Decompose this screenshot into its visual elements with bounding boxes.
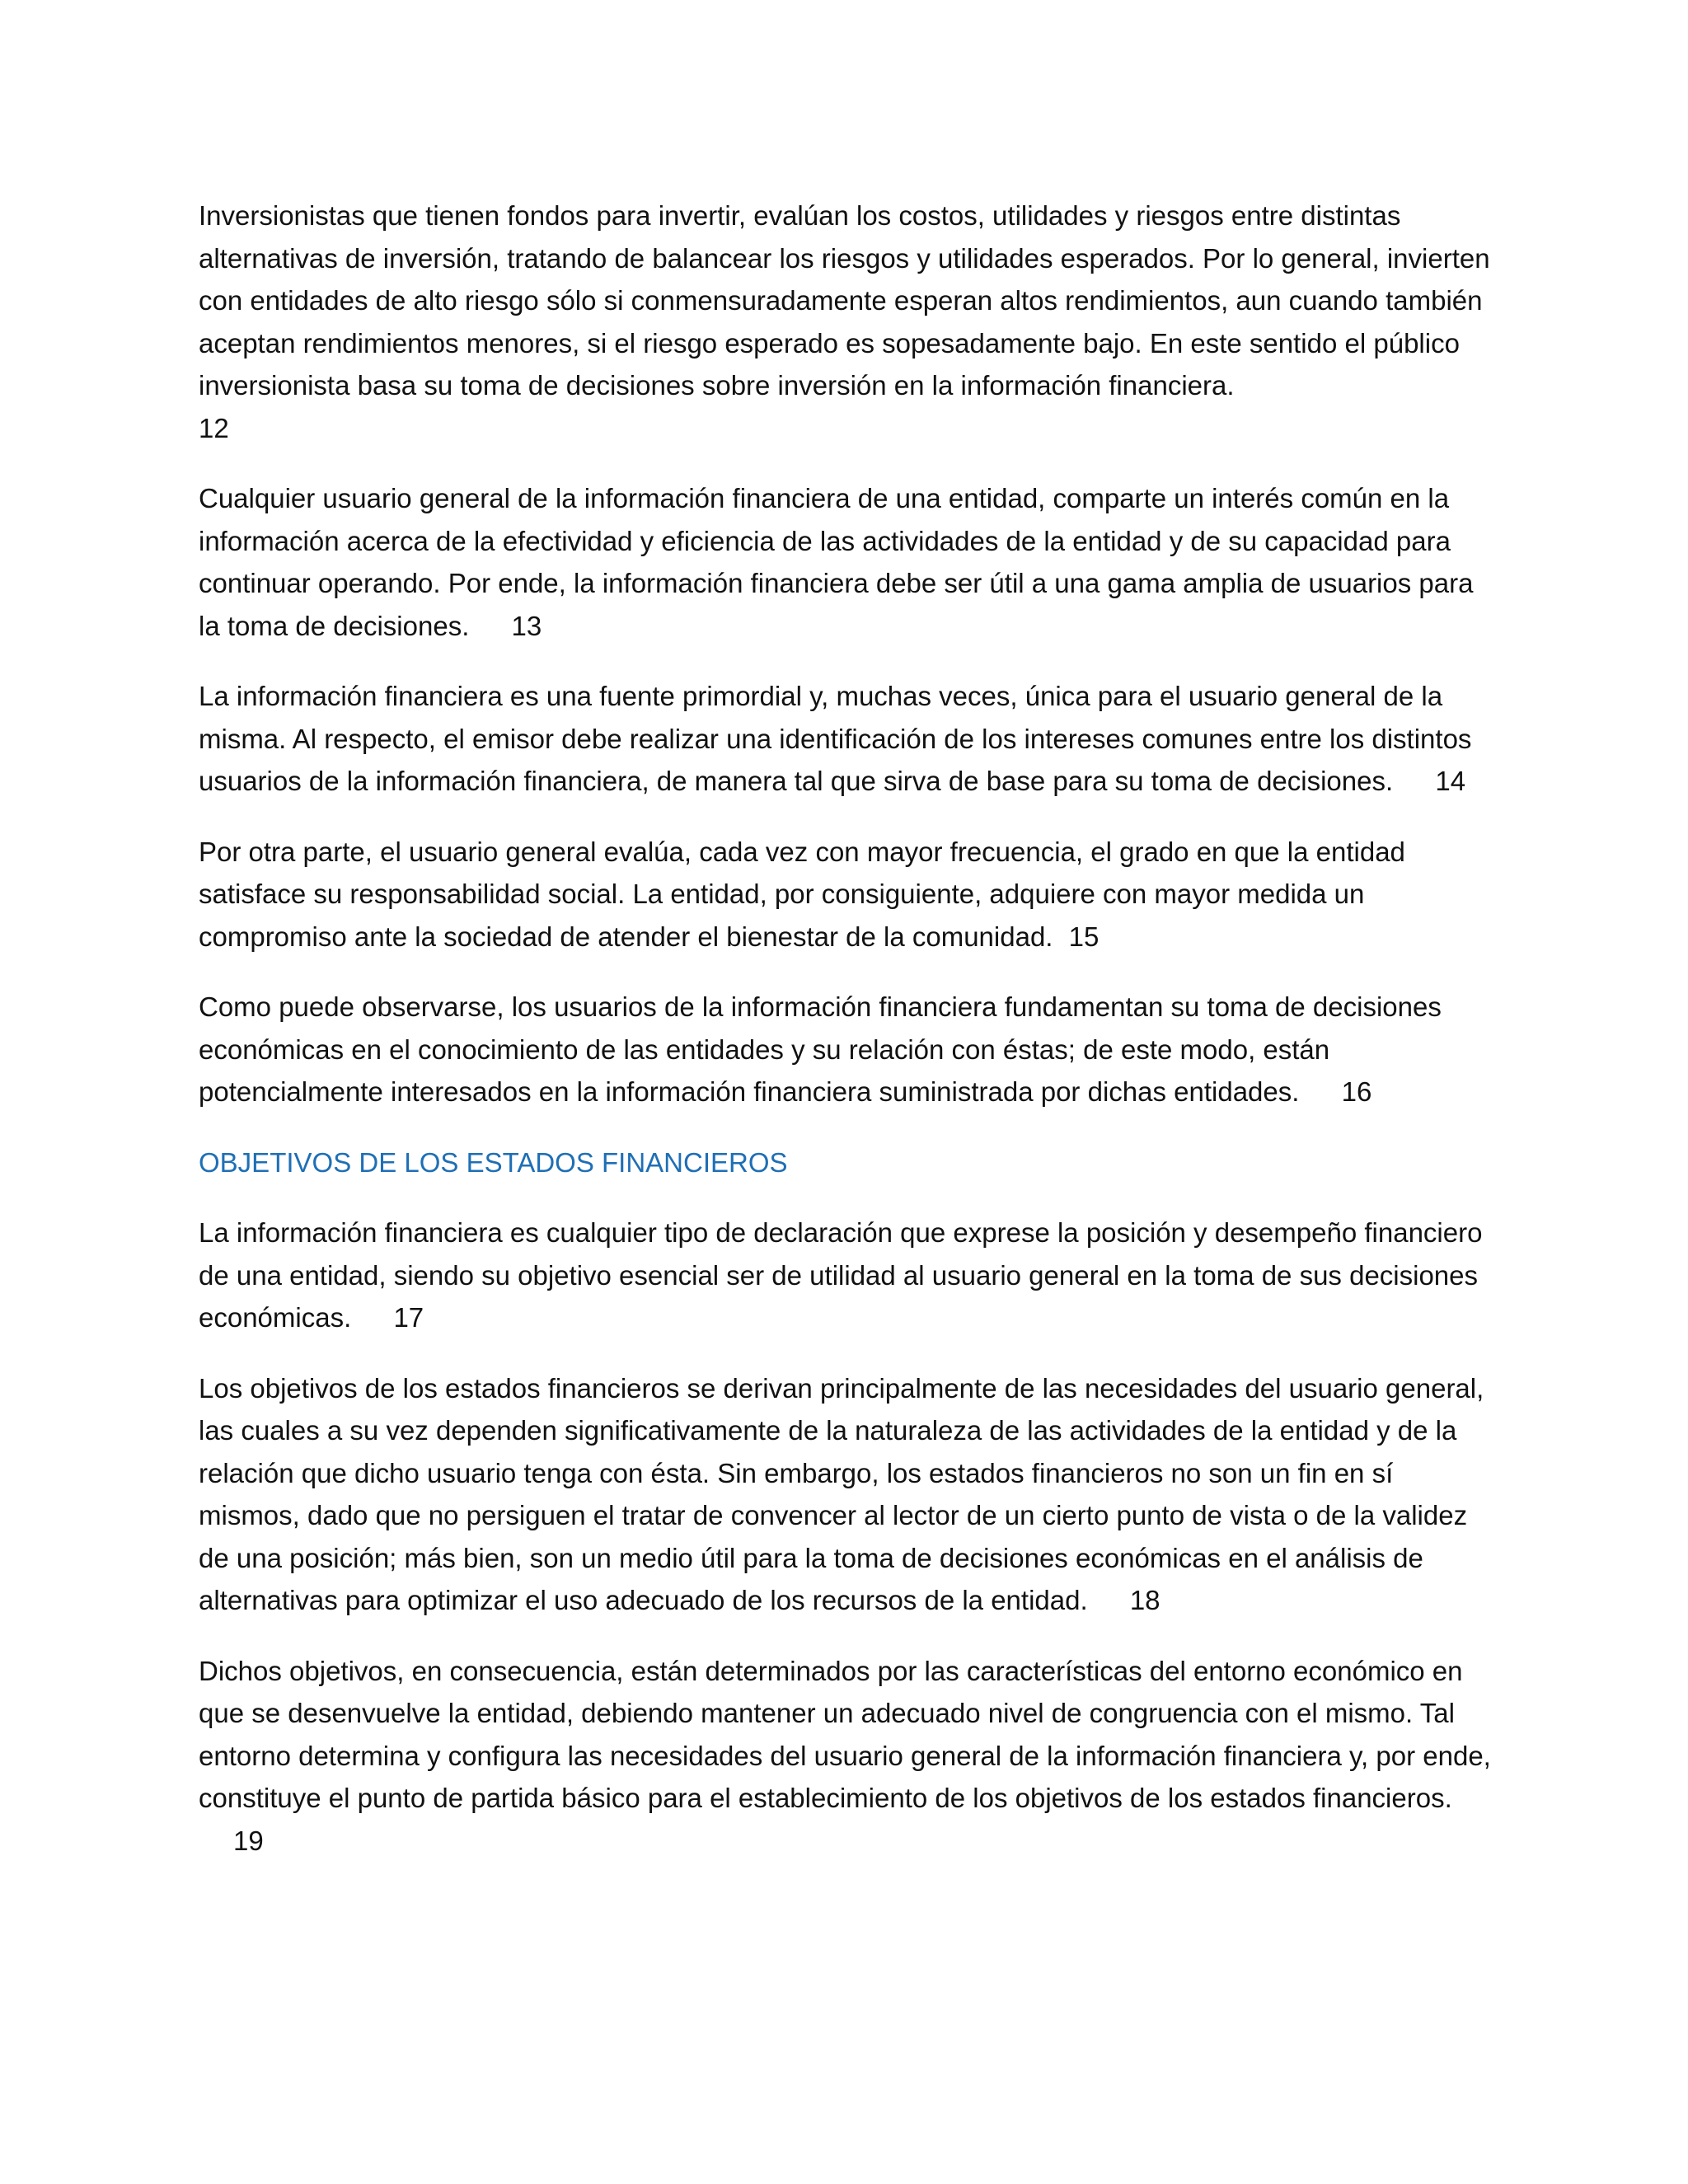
section-heading: OBJETIVOS DE LOS ESTADOS FINANCIEROS [199, 1146, 788, 1178]
paragraph-ref-number: 16 [1341, 1076, 1372, 1107]
paragraph-ref-number: 18 [1129, 1585, 1160, 1615]
paragraph-text: Por otra parte, el usuario general evalúa, cada vez con mayor frecuencia, el grado en que la entidad satisface su responsabilidad social. La entidad, por consiguiente, adquiere con mayor medida un compromiso ante la sociedad de atender el bienestar de la comunidad. [199, 836, 1405, 952]
paragraph-14 [199, 675, 1501, 803]
paragraph-ref-number: 12 [199, 412, 229, 443]
paragraph-text: Como puede observarse, los usuarios de la información financiera fundamentan su toma de decisiones económicas en el conocimiento de las entidades y su relación con éstas; de este modo, están potencialmente interesados en la información financiera suministrada por dichas entidades. [199, 991, 1442, 1107]
paragraph-text: La información financiera es una fuente primordial y, muchas veces, única para el usuario general de la misma. Al respecto, el emisor debe realizar una identificación de los intereses comunes entre los distintos usuarios de la información financiera, de manera tal que sirva de base para su toma de decisiones. [199, 681, 1472, 796]
paragraph-text: Dichos objetivos, en consecuencia, están determinados por las características del entorno económico en que se desenvuelve la entidad, debiendo mantener un adecuado nivel de congruencia con el mismo. Tal entorno determina y configura las necesidades del usuario general de la información financiera y, por ende, constituye el punto de partida básico para el establecimiento de los objetivos de los estados financieros. [199, 1655, 1491, 1813]
paragraph-19 [199, 1650, 1501, 1863]
paragraph-18 [199, 1367, 1501, 1622]
paragraph-17 [199, 1212, 1501, 1339]
document-body [199, 194, 1501, 1890]
paragraph-15 [199, 831, 1501, 958]
paragraph-text: Inversionistas que tienen fondos para invertir, evalúan los costos, utilidades y riesgos entre distintas alternativas de inversión, tratando de balancear los riesgos y utilidades esperados. Por lo general, invierten con entidades de alto riesgo sólo si conmensuradamente esperan altos rendimientos, aun cuando también aceptan rendimientos menores, si el riesgo esperado es sopesadamente bajo. En este sentido el público inversionista basa su toma de decisiones sobre inversión en la información financiera. [199, 200, 1490, 401]
paragraph-ref-number: 15 [1068, 921, 1100, 952]
paragraph-ref-number: 19 [233, 1825, 264, 1856]
paragraph-ref-number: 17 [393, 1302, 424, 1333]
paragraph-text: La información financiera es cualquier tipo de declaración que exprese la posición y desempeño financiero de una entidad, siendo su objetivo esencial ser de utilidad al usuario general en la toma de sus decisiones económicas. [199, 1217, 1483, 1333]
paragraph-13 [199, 477, 1501, 647]
paragraph-text: Los objetivos de los estados financieros se derivan principalmente de las necesidades del usuario general, las cuales a su vez dependen significativamente de la naturaleza de las actividades de la entidad y de la relación que dicho usuario tenga con ésta. Sin embargo, los estados financieros no son un fin en sí mismos, dado que no persiguen el tratar de convencer al lector de un cierto punto de vista o de la validez de una posición; más bien, son un medio útil para la toma de decisiones económicas en el análisis de alternativas para optimizar el uso adecuado de los recursos de la entidad. [199, 1372, 1484, 1615]
paragraph-text: Cualquier usuario general de la información financiera de una entidad, comparte un interés común en la información acerca de la efectividad y eficiencia de las actividades de la entidad y de su capacidad para continuar operando. Por ende, la información financiera debe ser útil a una gama amplia de usuarios para la toma de decisiones. [199, 483, 1474, 641]
paragraph-12 [199, 194, 1501, 449]
paragraph-ref-number: 14 [1435, 766, 1466, 796]
paragraph-ref-number: 13 [511, 610, 542, 641]
paragraph-16 [199, 986, 1501, 1113]
